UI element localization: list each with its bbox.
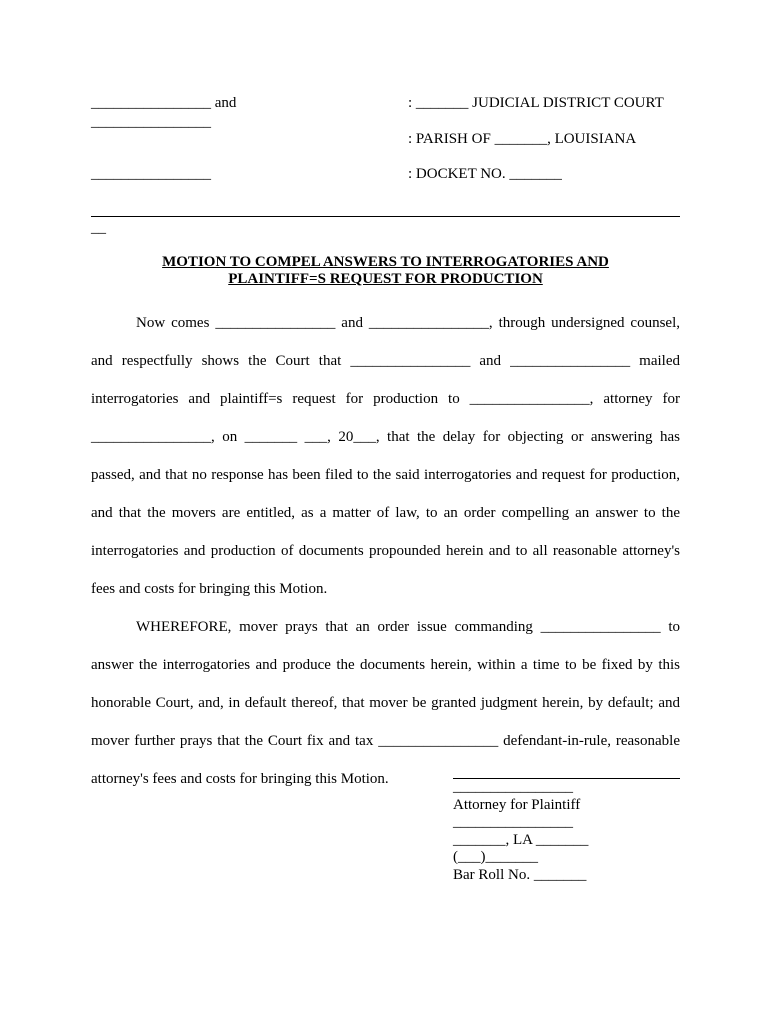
caption-divider — [91, 216, 680, 217]
caption-docket: : DOCKET NO. _______ — [408, 166, 562, 182]
motion-body — [91, 304, 680, 798]
signature-line-tail: ________________ — [453, 779, 573, 795]
signature-name-blank: ________________ — [453, 814, 573, 830]
paragraph-wherefore: WHEREFORE, mover prays that an order issue commanding ________________ to answer the interrogatories and produce the documents herein, within a time to be fixed by this honorable Court, and, in default thereof, that mover be granted judgment herein, by default; and mover further prays that the Court fix and tax ________________ defendant-in-rule, reasonable attorney's fees and costs for bringing this Motion. — [91, 619, 680, 787]
caption-left-party3: ________________ — [91, 166, 211, 182]
document-title — [91, 254, 680, 288]
caption-left-party1: ________________ and — [91, 95, 237, 111]
paragraph-now-comes: Now comes ________________ and ________________, through undersigned counsel, and respectfully shows the Court that ________________ and ________________ mailed interrogatories and plaintiff=s request for production to ________________, attorney for ________________, on _______ ___, 20___, that the delay for objecting or answering has passed, and that no response has been filed to the said interrogatories and request for production, and that the movers are entitled, as a matter of law, to an order compelling an answer to the interrogatories and production of documents propounded herein and to all reasonable attorney's fees and costs for bringing this Motion. — [91, 315, 680, 597]
caption-divider-tail: __ — [91, 220, 106, 236]
signature-block — [453, 778, 680, 884]
title-line-1: MOTION TO COMPEL ANSWERS TO INTERROGATORIES AND — [162, 254, 609, 270]
signature-city: _______, LA _______ — [453, 831, 589, 848]
title-line-2: PLAINTIFF=S REQUEST FOR PRODUCTION — [228, 271, 543, 287]
caption-left-party2: ________________ — [91, 114, 211, 130]
signature-phone: (___)_______ — [453, 849, 538, 865]
caption-parish: : PARISH OF _______, LOUISIANA — [408, 131, 637, 147]
signature-role: Attorney for Plaintiff — [453, 796, 581, 813]
signature-bar-roll: Bar Roll No. _______ — [453, 866, 587, 883]
caption-court: : _______ JUDICIAL DISTRICT COURT — [408, 95, 664, 111]
